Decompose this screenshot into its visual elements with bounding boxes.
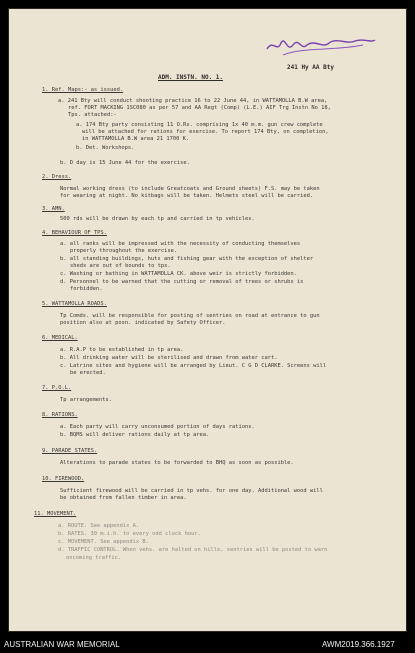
section-heading: 9. PARADE STATES.	[42, 448, 98, 454]
body-line: oncoming traffic.	[66, 555, 122, 561]
body-line: b. BQMS will deliver rations daily at tp area.	[60, 432, 210, 438]
handwritten-signature	[263, 31, 378, 63]
body-line: Tp Comds. will be responsible for posting of sentries on road at entrance to gun	[60, 313, 320, 319]
section-heading: 2. Dress.	[42, 174, 72, 180]
section-heading: 5. WATTAMOLLA ROADS.	[42, 301, 107, 307]
body-line: Tp arrangements.	[60, 397, 112, 403]
body-line: c. MOVEMENT. See appendix B.	[58, 539, 149, 545]
body-line: in WATTAMOLLA B.W area 21 1700 K.	[82, 136, 190, 142]
body-line: a. all ranks will be impressed with the necessity of conducting themselves	[60, 241, 301, 247]
body-line: c. Latrine sites and hygiene will be arranged by Lieut. C G D CLARKE. Screens will	[60, 363, 327, 369]
section-heading: 6. MEDICAL.	[42, 335, 78, 341]
body-line: position also at posn. indicated by Safety Officer.	[60, 320, 226, 326]
archive-footer	[0, 635, 415, 653]
body-line: 500 rds will be drawn by each tp and carried in tp vehicles.	[60, 216, 255, 222]
body-line: c. Washing or bathing in WATTAMOLLA CK. above weir is strictly forbidden.	[60, 271, 297, 277]
body-line: b. All drinking water will be sterilised and drawn from water cart.	[60, 355, 278, 361]
archive-reference: AWM2019.366.1927	[322, 640, 395, 649]
body-line: Alterations to parade states to be forwarded to BHQ as soon as possible.	[60, 460, 294, 466]
body-line: a. ROUTE. See appendix A.	[58, 523, 140, 529]
body-line: for wearing at night. No kitbags will be taken. Helmets steel will be carried.	[60, 193, 314, 199]
body-line: a. Each party will carry unconsumed portion of days rations.	[60, 424, 255, 430]
section-heading: 1. Ref. Maps:- as issued.	[42, 87, 124, 93]
body-line: d. TRAFFIC CONTROL. When vehs. are halted on hills, sentries will be posted to warn	[58, 547, 328, 553]
body-line: sheds are out of bounds to tps.	[70, 263, 171, 269]
body-line: d. Personnel to be warned that the cutting or removal of trees or shrubs is	[60, 279, 304, 285]
body-line: will be attached for rations for exercise. To report 174 Bty, on completion,	[82, 129, 329, 135]
body-line: Tps. attached:-	[68, 112, 117, 118]
body-line: be erected.	[70, 370, 106, 376]
section-heading: 3. AMN.	[42, 206, 65, 212]
section-heading: 4. BEHAVIOUR OF TPS.	[42, 230, 107, 236]
section-heading: 11. MOVEMENT.	[34, 511, 77, 517]
body-line: Normal working dress (to include Greatcoats and Ground sheets) F.S. may be taken	[60, 186, 320, 192]
archive-name: AUSTRALIAN WAR MEMORIAL	[4, 640, 120, 649]
document-title: ADM. INSTN. NO. 1.	[158, 74, 224, 81]
body-line: a. 241 Bty will conduct shooting practice 16 to 22 June 44, in WATTAMOLLA B.W area,	[58, 98, 328, 104]
section-heading: 7. P.O.L.	[42, 385, 72, 391]
document-page	[8, 8, 407, 632]
body-line: properly throughout the exercise.	[70, 248, 178, 254]
body-line: b. RATES. 30 m.i.h. to every odd clock hour.	[58, 531, 201, 537]
unit-designation: 241 Hy AA Bty	[287, 64, 334, 71]
body-line: b. D day is 15 June 44 for the exercise.	[60, 160, 190, 166]
body-line: b. Det. Workshops.	[76, 145, 135, 151]
body-line: a. R.A.P to be established in tp area.	[60, 347, 184, 353]
body-line: be obtained from fallen timber in area.	[60, 495, 187, 501]
section-heading: 8. RATIONS.	[42, 412, 78, 418]
body-line: Sufficient firewood will be carried in tp vehs. for one day. Additional wood will	[60, 488, 323, 494]
body-line: a. 174 Bty party consisting 11 O.Rs. comprising 1x 40 m.m. gun crew complete	[76, 122, 323, 128]
body-line: ref. FORT MACKING 1SC080 as per 57 and AA Regt (Comp) (L.E.) AIF Trg Instn No 18,	[68, 105, 331, 111]
body-line: b. all standing buildings, huts and fishing gear with the exception of shelter	[60, 256, 314, 262]
section-heading: 10. FIREWOOD.	[42, 476, 85, 482]
body-line: forbidden.	[70, 286, 103, 292]
